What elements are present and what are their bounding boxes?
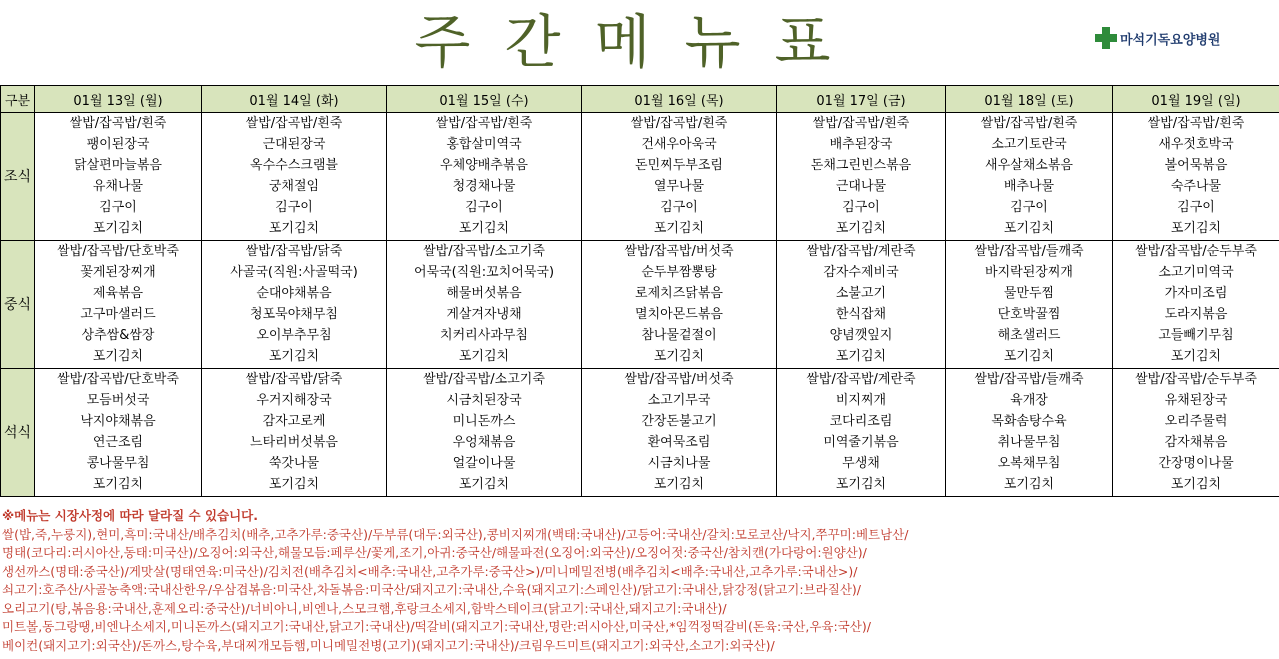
menu-item: 소불고기 [777,283,946,304]
menu-item: 쌀밥/잡곡밥/흰죽 [946,113,1113,135]
menu-item: 유채나물 [35,176,202,197]
menu-item: 가자미조림 [1113,283,1279,304]
menu-item: 포기김치 [946,474,1113,497]
hospital-logo [1094,24,1220,52]
menu-item: 김구이 [387,197,582,218]
menu-item: 포기김치 [202,218,387,241]
menu-item: 포기김치 [777,474,946,497]
menu-item: 청경채나물 [387,176,582,197]
menu-item: 도라지볶음 [1113,304,1279,325]
menu-item: 홍합살미역국 [387,134,582,155]
day-header: 01월 16일 (목) [582,86,777,113]
menu-row [1,325,1279,346]
menu-row [1,369,1279,391]
menu-item: 우거지해장국 [202,390,387,411]
menu-item: 포기김치 [35,218,202,241]
menu-row [1,262,1279,283]
menu-row [1,453,1279,474]
menu-item: 오리주물럭 [1113,411,1279,432]
menu-item: 포기김치 [35,474,202,497]
menu-item: 쌀밥/잡곡밥/단호박죽 [35,369,202,391]
menu-item: 근대나물 [777,176,946,197]
menu-item: 감자채볶음 [1113,432,1279,453]
menu-item: 포기김치 [582,474,777,497]
header-row [1,86,1279,113]
menu-item: 순두부짬뽕탕 [582,262,777,283]
menu-item: 포기김치 [946,218,1113,241]
menu-item: 미역줄기볶음 [777,432,946,453]
menu-item: 쌀밥/잡곡밥/흰죽 [1113,113,1279,135]
menu-row [1,474,1279,497]
menu-item: 김구이 [582,197,777,218]
menu-row [1,241,1279,263]
menu-item: 쌀밥/잡곡밥/닭죽 [202,369,387,391]
menu-item: 쌀밥/잡곡밥/소고기죽 [387,241,582,263]
menu-item: 쌀밥/잡곡밥/흰죽 [202,113,387,135]
menu-item: 로제치즈닭볶음 [582,283,777,304]
origin-note: 쌀(밥,죽,누룽지),현미,흑미:국내산/배추김치(배추,고추가루:중국산)/두부류(대두:외국산),콩비지찌개(백태:국내산)/고등어:국내산/갈치:모로코산/낙지,쭈꾸미:베트남산/ [2,526,909,542]
day-header: 01월 14일 (화) [202,86,387,113]
menu-item: 새우살채소볶음 [946,155,1113,176]
menu-item: 물만두찜 [946,283,1113,304]
menu-item: 포기김치 [777,218,946,241]
menu-item: 포기김치 [387,346,582,369]
menu-item: 청포묵야채무침 [202,304,387,325]
notice-text: ※메뉴는 시장사정에 따라 달라질 수 있습니다. [2,508,259,523]
menu-item: 쌀밥/잡곡밥/흰죽 [777,113,946,135]
menu-item: 포기김치 [582,218,777,241]
notes-section [0,507,1279,655]
menu-row [1,113,1279,135]
menu-item: 쌀밥/잡곡밥/소고기죽 [387,369,582,391]
menu-item: 옥수수스크램블 [202,155,387,176]
menu-item: 미니돈까스 [387,411,582,432]
green-cross-icon [1094,26,1118,50]
menu-item: 쌀밥/잡곡밥/흰죽 [387,113,582,135]
menu-item: 콩나물무침 [35,453,202,474]
menu-item: 닭살편마늘볶음 [35,155,202,176]
meal-label: 중식 [1,241,35,369]
menu-item: 감자고로케 [202,411,387,432]
menu-item: 쌀밥/잡곡밥/흰죽 [35,113,202,135]
menu-item: 김구이 [35,197,202,218]
menu-item: 돈채그린빈스볶음 [777,155,946,176]
menu-item: 우체양배추볶음 [387,155,582,176]
menu-item: 간장돈불고기 [582,411,777,432]
menu-item: 연근조림 [35,432,202,453]
menu-item: 취나물무침 [946,432,1113,453]
menu-item: 비지찌개 [777,390,946,411]
menu-item: 쌀밥/잡곡밥/계란죽 [777,241,946,263]
menu-item: 단호박꿀찜 [946,304,1113,325]
menu-row [1,197,1279,218]
menu-item: 양념깻잎지 [777,325,946,346]
menu-item: 김구이 [777,197,946,218]
menu-item: 근대된장국 [202,134,387,155]
weekly-menu-table [0,85,1279,497]
menu-item: 상추쌈&쌈장 [35,325,202,346]
menu-row [1,346,1279,369]
menu-item: 낙지야채볶음 [35,411,202,432]
day-header: 01월 17일 (금) [777,86,946,113]
menu-row [1,411,1279,432]
menu-item: 포기김치 [946,346,1113,369]
menu-item: 포기김치 [1113,346,1279,369]
menu-item: 포기김치 [387,474,582,497]
menu-item: 오이부추무침 [202,325,387,346]
menu-item: 돈민찌두부조림 [582,155,777,176]
menu-item: 새우젓호박국 [1113,134,1279,155]
day-header: 01월 13일 (월) [35,86,202,113]
menu-item: 건새우아욱국 [582,134,777,155]
menu-item: 바지락된장찌개 [946,262,1113,283]
menu-item: 쌀밥/잡곡밥/순두부죽 [1113,241,1279,263]
menu-item: 게살겨자냉채 [387,304,582,325]
meal-label: 조식 [1,113,35,241]
menu-item: 고들빼기무침 [1113,325,1279,346]
origin-note: 쇠고기:호주산/사골농축액:국내산한우/우삼겹볶음:미국산,차돌볶음:미국산/돼지고기:국내산,수육(돼지고기:스페인산)/닭고기:국내산,닭강정(닭고기:브라질산)/ [2,582,861,597]
menu-item: 한식잡채 [777,304,946,325]
menu-row [1,283,1279,304]
menu-item: 쌀밥/잡곡밥/버섯죽 [582,241,777,263]
menu-item: 꽃게된장찌개 [35,262,202,283]
menu-item: 포기김치 [35,346,202,369]
menu-item: 제육볶음 [35,283,202,304]
menu-row [1,304,1279,325]
menu-item: 목화솜탕수육 [946,411,1113,432]
menu-item: 우엉채볶음 [387,432,582,453]
menu-item: 어묵국(직원:꼬치어묵국) [387,262,582,283]
menu-item: 참나물겉절이 [582,325,777,346]
menu-item: 모듬버섯국 [35,390,202,411]
day-header: 01월 18일 (토) [946,86,1113,113]
menu-item: 소고기미역국 [1113,262,1279,283]
menu-item: 해물버섯볶음 [387,283,582,304]
menu-item: 김구이 [946,197,1113,218]
hospital-name: 마석기독요양병원 [1120,32,1221,48]
menu-item: 환여묵조림 [582,432,777,453]
menu-item: 쑥갓나물 [202,453,387,474]
menu-item: 해초샐러드 [946,325,1113,346]
menu-item: 궁채절임 [202,176,387,197]
menu-item: 쌀밥/잡곡밥/들깨죽 [946,369,1113,391]
menu-item: 느타리버섯볶음 [202,432,387,453]
menu-item: 쌀밥/잡곡밥/순두부죽 [1113,369,1279,391]
origin-note: 생선까스(명태:중국산)/게맛살(명태연육:미국산)/김치전(배추김치<배추:국내산,고추가루:중국산>)/미니메밀전병(배추김치<배추:국내산,고추가루:국내산>)/ [2,563,858,579]
menu-item: 유채된장국 [1113,390,1279,411]
menu-item: 쌀밥/잡곡밥/흰죽 [582,113,777,135]
menu-item: 배추된장국 [777,134,946,155]
menu-row [1,134,1279,155]
meal-label: 석식 [1,369,35,497]
menu-item: 오복채무침 [946,453,1113,474]
page-title: 주간메뉴표 [414,8,865,76]
menu-item: 포기김치 [387,218,582,241]
header-corner: 구분 [1,86,35,113]
menu-item: 소고기토란국 [946,134,1113,155]
menu-item: 팽이된장국 [35,134,202,155]
menu-item: 쌀밥/잡곡밥/들깨죽 [946,241,1113,263]
menu-item: 포기김치 [1113,218,1279,241]
menu-item: 포기김치 [777,346,946,369]
menu-item: 김구이 [202,197,387,218]
day-header: 01월 19일 (일) [1113,86,1279,113]
menu-row [1,390,1279,411]
menu-item: 김구이 [1113,197,1279,218]
menu-item: 볼어묵볶음 [1113,155,1279,176]
menu-item: 쌀밥/잡곡밥/단호박죽 [35,241,202,263]
menu-row [1,432,1279,453]
menu-item: 시금치나물 [582,453,777,474]
menu-item: 숙주나물 [1113,176,1279,197]
menu-item: 배추나물 [946,176,1113,197]
origin-note: 베이컨(돼지고기:외국산)/돈까스,탕수육,부대찌개모듬햄,미니메밀전병(고기)(돼지고기:국내산)/크림우드미트(돼지고기:외국산,소고기:외국산)/ [2,637,775,653]
origin-note: 미트볼,동그랑땡,비엔나소세지,미니돈까스(돼지고기:국내산,닭고기:국내산)/떡갈비(돼지고기:국내산,명란:러시아산,미국산,*임꺽정떡갈비(돈육:국산,우육:국산)/ [2,619,871,634]
menu-item: 감자수제비국 [777,262,946,283]
menu-item: 고구마샐러드 [35,304,202,325]
menu-row [1,155,1279,176]
origin-note: 명태(코다리:러시아산,동태:미국산)/오징어:외국산,해물모듬:페루산/꽃게,조기,아귀:중국산/해물파전(오징어:외국산)/오징어젓:중국산/참치캔(가다랑어:원양산)/ [2,545,867,560]
menu-item: 쌀밥/잡곡밥/닭죽 [202,241,387,263]
menu-item: 시금치된장국 [387,390,582,411]
menu-item: 쌀밥/잡곡밥/계란죽 [777,369,946,391]
menu-item: 얼갈이나물 [387,453,582,474]
menu-row [1,176,1279,197]
menu-item: 무생채 [777,453,946,474]
origin-note: 오리고기(탕,볶음용:국내산,훈제오리:중국산)/너비아니,비엔나,스모크햄,후랑크소세지,함박스테이크(닭고기:국내산,돼지고기:국내산)/ [2,600,727,616]
day-header: 01월 15일 (수) [387,86,582,113]
menu-item: 포기김치 [1113,474,1279,497]
menu-item: 육개장 [946,390,1113,411]
menu-item: 간장명이나물 [1113,453,1279,474]
menu-item: 포기김치 [202,346,387,369]
menu-item: 멸치아몬드볶음 [582,304,777,325]
menu-row [1,218,1279,241]
menu-item: 치커리사과무침 [387,325,582,346]
menu-item: 사골국(직원:사골떡국) [202,262,387,283]
menu-item: 포기김치 [202,474,387,497]
menu-item: 소고기무국 [582,390,777,411]
menu-item: 순대야채볶음 [202,283,387,304]
menu-item: 포기김치 [582,346,777,369]
menu-item: 쌀밥/잡곡밥/버섯죽 [582,369,777,391]
menu-item: 코다리조림 [777,411,946,432]
menu-item: 열무나물 [582,176,777,197]
